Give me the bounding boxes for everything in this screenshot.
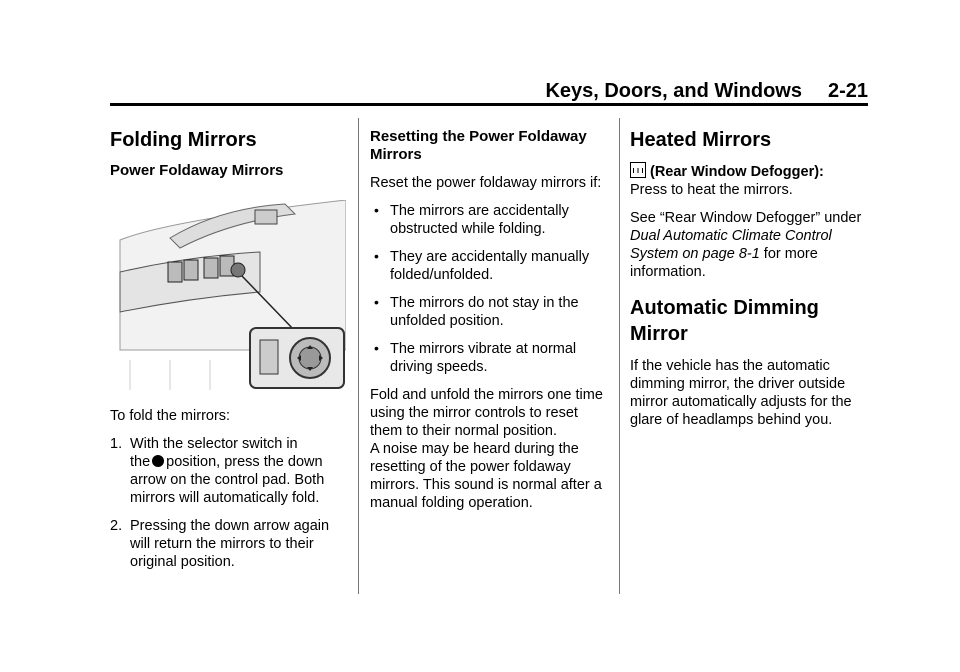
reset-paragraph-2: A noise may be heard during the resetting of the power foldaway mirrors. This sound is normal after a manual folding operation.	[370, 441, 602, 511]
reset-paragraph-1: Fold and unfold the mirrors one time using the mirror controls to reset them to their normal position.	[370, 387, 603, 439]
chapter-title: Keys, Doors, and Windows	[545, 80, 802, 102]
step-number: 2.	[110, 518, 123, 534]
defogger-text: Press to heat the mirrors.	[630, 182, 793, 198]
step-2-text: Pressing the down arrow again will return the mirrors to their original position.	[130, 518, 330, 570]
header-rule	[110, 103, 868, 106]
rear-defogger-icon	[630, 162, 646, 178]
column-1	[110, 128, 346, 581]
column-divider-2	[619, 118, 620, 594]
running-header	[545, 80, 868, 103]
door-switch-illustration	[110, 200, 346, 390]
list-item: • The mirrors do not stay in the unfolded position.	[370, 294, 608, 330]
column-divider-1	[358, 118, 359, 594]
list-item: • The mirrors are accidentally obstructed while folding.	[370, 202, 608, 238]
page-number: 2-21	[827, 80, 868, 102]
list-item: • The mirrors vibrate at normal driving speeds.	[370, 340, 608, 376]
see-reference-post: for more information.	[630, 246, 818, 280]
fold-intro: To fold the mirrors:	[110, 408, 231, 424]
auto-dimming-text: If the vehicle has the automatic dimming mirror, the driver outside mirror automatically adjusts for the glare of headlamps behind you.	[630, 358, 852, 428]
step-1	[110, 435, 346, 507]
section-title-auto-dimming: Automatic Dimming Mirror	[630, 297, 819, 345]
column-2	[370, 128, 608, 522]
subsection-title-power-foldaway: Power Foldaway Mirrors	[110, 162, 284, 179]
selector-position-icon	[152, 455, 164, 467]
step-number: 1.	[110, 436, 123, 452]
column-3	[630, 128, 870, 439]
fold-steps	[110, 435, 346, 571]
defogger-label: (Rear Window Defogger):	[650, 164, 824, 180]
reset-intro: Reset the power foldaway mirrors if:	[370, 175, 602, 191]
step-1-the: the	[130, 454, 151, 470]
see-reference-link: Dual Automatic Climate Control System on page 8-1	[630, 228, 832, 262]
list-item: • They are accidentally manually folded/unfolded.	[370, 248, 608, 284]
see-reference-pre: See “Rear Window Defogger” under	[630, 210, 862, 226]
section-title-resetting: Resetting the Power Foldaway Mirrors	[370, 128, 587, 163]
step-1-rest: position, press the down arrow on the control pad. Both mirrors will automatically fold.	[130, 454, 325, 506]
step-1-line1: With the selector switch in	[130, 436, 298, 452]
section-title-heated-mirrors: Heated Mirrors	[630, 129, 772, 151]
section-title-folding-mirrors: Folding Mirrors	[110, 129, 257, 151]
reset-conditions	[370, 202, 608, 376]
step-2	[110, 517, 346, 571]
